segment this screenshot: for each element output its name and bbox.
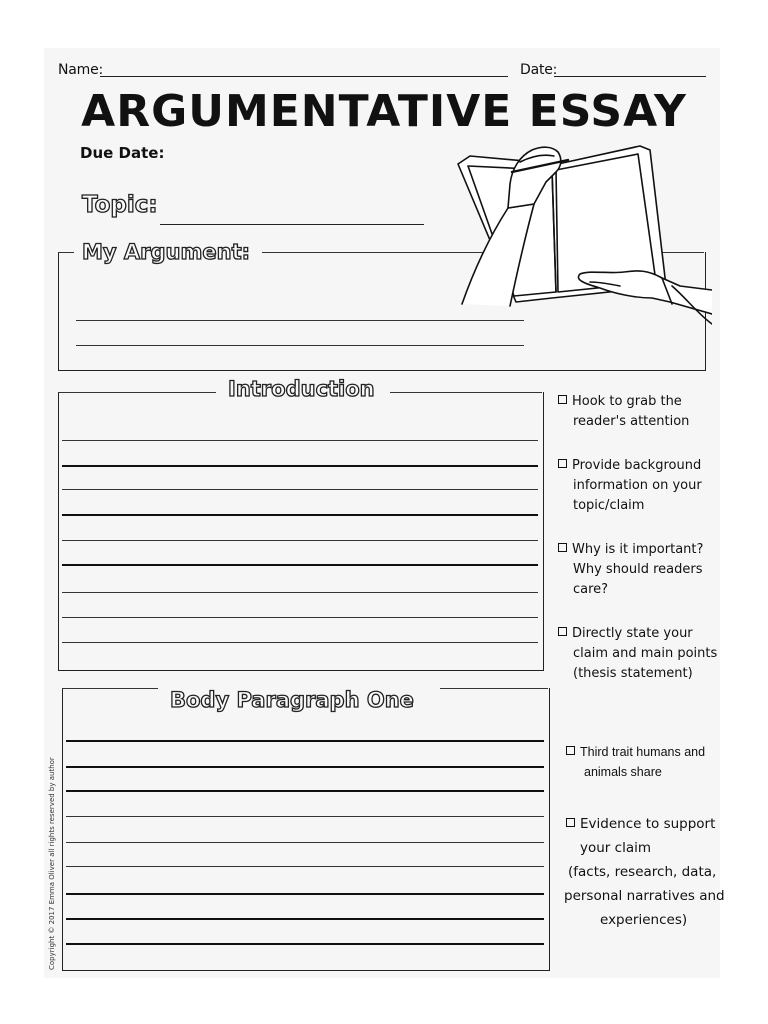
intro-line-6[interactable] <box>62 564 538 566</box>
check-line: Directly state your <box>572 626 693 641</box>
body-paragraph-one-heading: Body Paragraph One <box>170 688 414 712</box>
body-line-4[interactable] <box>66 816 544 817</box>
name-label: Name: <box>58 62 104 78</box>
intro-line-3[interactable] <box>62 489 538 490</box>
worksheet-title: ARGUMENTATIVE ESSAY <box>81 86 687 137</box>
check-line: personal narratives and <box>564 888 725 904</box>
introduction-box-top-left <box>58 392 216 393</box>
checkbox-icon[interactable] <box>558 543 567 552</box>
check-line: topic/claim <box>573 498 645 513</box>
check-line: Provide background <box>572 458 702 473</box>
check-line: reader's attention <box>573 414 690 429</box>
check-line: (facts, research, data, <box>568 864 717 880</box>
check-line: claim and main points <box>573 646 718 661</box>
body-paragraph-one-box <box>62 688 550 971</box>
topic-label: Topic: <box>82 192 158 218</box>
intro-line-1[interactable] <box>62 440 538 441</box>
checkbox-icon[interactable] <box>566 746 575 755</box>
intro-check-hook <box>558 392 689 432</box>
intro-line-9[interactable] <box>62 642 538 643</box>
body-line-1[interactable] <box>66 740 544 742</box>
body-line-5[interactable] <box>66 842 544 843</box>
book-writing-illustration <box>440 138 712 350</box>
body-box-top-right <box>440 688 548 689</box>
check-line: Third trait humans and <box>580 745 706 759</box>
checkbox-icon[interactable] <box>558 395 567 404</box>
check-line: care? <box>573 582 609 597</box>
intro-line-2[interactable] <box>62 465 538 467</box>
checkbox-icon[interactable] <box>558 627 567 636</box>
argument-label: My Argument: <box>82 240 250 264</box>
body-line-2[interactable] <box>66 766 544 768</box>
checkbox-icon[interactable] <box>566 818 575 827</box>
body-line-6[interactable] <box>66 866 544 867</box>
intro-check-thesis <box>558 624 717 684</box>
intro-line-5[interactable] <box>62 540 538 541</box>
check-line: experiences) <box>600 912 688 928</box>
topic-field[interactable] <box>160 224 424 225</box>
intro-check-importance <box>558 540 703 600</box>
intro-check-background <box>558 456 702 516</box>
body-box-top-left <box>62 688 158 689</box>
intro-line-4[interactable] <box>62 514 538 516</box>
body-line-3[interactable] <box>66 790 544 792</box>
check-line: Why is it important? <box>572 542 704 557</box>
date-label: Date: <box>520 62 558 78</box>
body-check-trait <box>566 742 705 782</box>
check-line: your claim <box>580 840 651 856</box>
check-line: Hook to grab the <box>572 394 682 409</box>
name-field[interactable] <box>100 76 508 77</box>
checkbox-icon[interactable] <box>558 459 567 468</box>
body-check-evidence <box>566 812 725 932</box>
intro-line-8[interactable] <box>62 617 538 618</box>
body-line-9[interactable] <box>66 943 544 945</box>
argument-box-top-left <box>58 252 74 253</box>
date-field[interactable] <box>554 76 706 77</box>
check-line: information on your <box>573 478 702 493</box>
intro-line-7[interactable] <box>62 592 538 593</box>
check-line: animals share <box>584 765 662 779</box>
check-line: Why should readers <box>573 562 703 577</box>
body-line-8[interactable] <box>66 918 544 920</box>
check-line: Evidence to support <box>580 816 716 832</box>
copyright-notice: Copyright © 2017 Emma Oliver all rights reserved by author <box>48 757 56 970</box>
check-line: (thesis statement) <box>573 666 693 681</box>
body-line-7[interactable] <box>66 893 544 895</box>
due-date-label: Due Date: <box>80 144 165 162</box>
introduction-heading: Introduction <box>228 377 375 401</box>
introduction-box <box>58 392 544 671</box>
introduction-box-top-right <box>390 392 542 393</box>
